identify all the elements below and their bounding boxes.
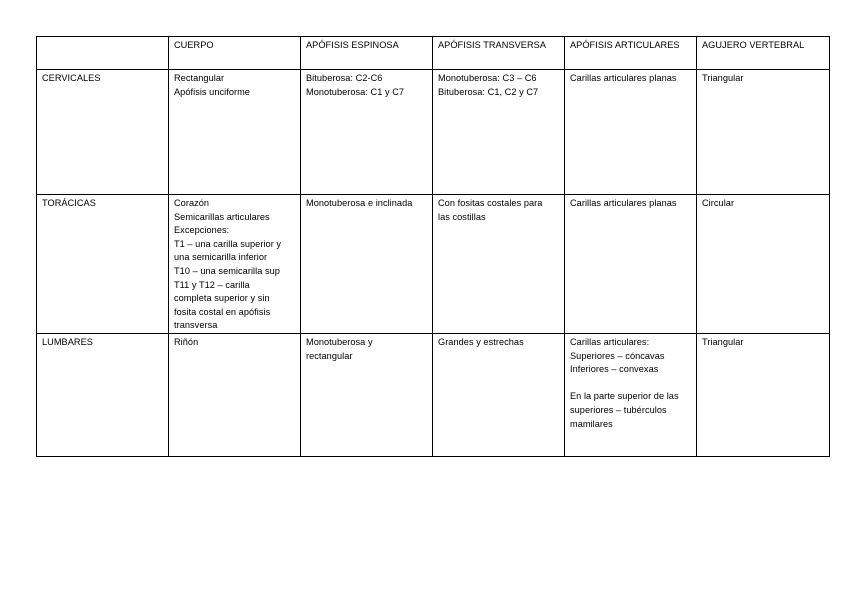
cell-articulares xyxy=(565,195,697,334)
header-cell-transversa: APÓFISIS TRANSVERSA xyxy=(433,37,565,70)
cell-line: Circular xyxy=(702,198,735,208)
cell-espinosa xyxy=(301,333,433,456)
cell-agujero xyxy=(697,70,830,195)
cell-agujero xyxy=(697,195,830,334)
cell-line: En la parte superior de las xyxy=(570,391,679,402)
cell-line: Bituberosa: C1, C2 y C7 xyxy=(438,86,539,97)
cell-line: Apófisis unciforme xyxy=(174,86,250,97)
cell-cuerpo xyxy=(169,70,301,195)
cell-espinosa xyxy=(301,195,433,334)
cell-line: Riñón xyxy=(174,336,199,347)
row-label: LUMBARES xyxy=(37,333,169,456)
cell-line: Triangular xyxy=(702,73,744,83)
header-cell-agujero: AGUJERO VERTEBRAL xyxy=(697,37,830,70)
cell-line: rectangular xyxy=(306,350,353,361)
header-cell-articulares: APÓFISIS ARTICULARES xyxy=(565,37,697,70)
cell-line: Superiores – cóncavas xyxy=(570,350,665,361)
cell-line: mamilares xyxy=(570,418,613,429)
cell-line: superiores – tubérculos xyxy=(570,404,667,415)
cell-transversa xyxy=(433,70,565,195)
cell-line: T1 – una carilla superior y xyxy=(174,238,282,249)
cell-line: fosita costal en apófisis xyxy=(174,306,271,317)
cell-cuerpo xyxy=(169,195,301,334)
cell-transversa xyxy=(433,333,565,456)
cell-line: Carillas articulares planas xyxy=(570,73,677,83)
cell-line: Grandes y estrechas xyxy=(438,336,524,347)
table-row-cervicales xyxy=(37,70,830,195)
table-row-toracicas xyxy=(37,195,830,334)
cell-line: Corazón xyxy=(174,198,210,208)
cell-transversa xyxy=(433,195,565,334)
row-label: CERVICALES xyxy=(37,70,169,195)
vertebrae-table xyxy=(36,36,830,457)
cell-espinosa xyxy=(301,70,433,195)
cell-line: Carillas articulares planas xyxy=(570,198,677,208)
cell-line: T10 – una semicarilla sup xyxy=(174,265,280,276)
header-cell-espinosa: APÓFISIS ESPINOSA xyxy=(301,37,433,70)
cell-line: Monotuberosa y xyxy=(306,336,373,347)
cell-line: Semicarillas articulares xyxy=(174,211,270,222)
cell-line: Bituberosa: C2-C6 xyxy=(306,73,383,83)
header-cell-cuerpo: CUERPO xyxy=(169,37,301,70)
header-row xyxy=(37,37,830,70)
row-label: TORÁCICAS xyxy=(37,195,169,334)
cell-agujero xyxy=(697,333,830,456)
cell-articulares xyxy=(565,70,697,195)
cell-cuerpo xyxy=(169,333,301,456)
table-row-lumbares xyxy=(37,333,830,456)
cell-line: T11 y T12 – carilla xyxy=(174,279,250,290)
cell-line: completa superior y sin xyxy=(174,293,270,304)
cell-line: Monotuberosa: C3 – C6 xyxy=(438,73,537,83)
cell-line: Excepciones: xyxy=(174,225,230,236)
cell-line: Con fositas costales para xyxy=(438,198,543,208)
cell-line: Carillas articulares: xyxy=(570,336,650,347)
cell-line: Rectangular xyxy=(174,73,225,83)
cell-line: Monotuberosa: C1 y C7 xyxy=(306,86,405,97)
cell-line: las costillas xyxy=(438,211,486,222)
cell-line: transversa xyxy=(174,320,218,331)
cell-line: una semicarilla inferior xyxy=(174,252,268,263)
cell-blank-line xyxy=(570,377,691,391)
cell-line: Inferiores – convexas xyxy=(570,364,659,375)
cell-articulares xyxy=(565,333,697,456)
header-cell-empty xyxy=(37,37,169,70)
cell-line: Monotuberosa e inclinada xyxy=(306,198,413,208)
cell-line: Triangular xyxy=(702,336,744,347)
